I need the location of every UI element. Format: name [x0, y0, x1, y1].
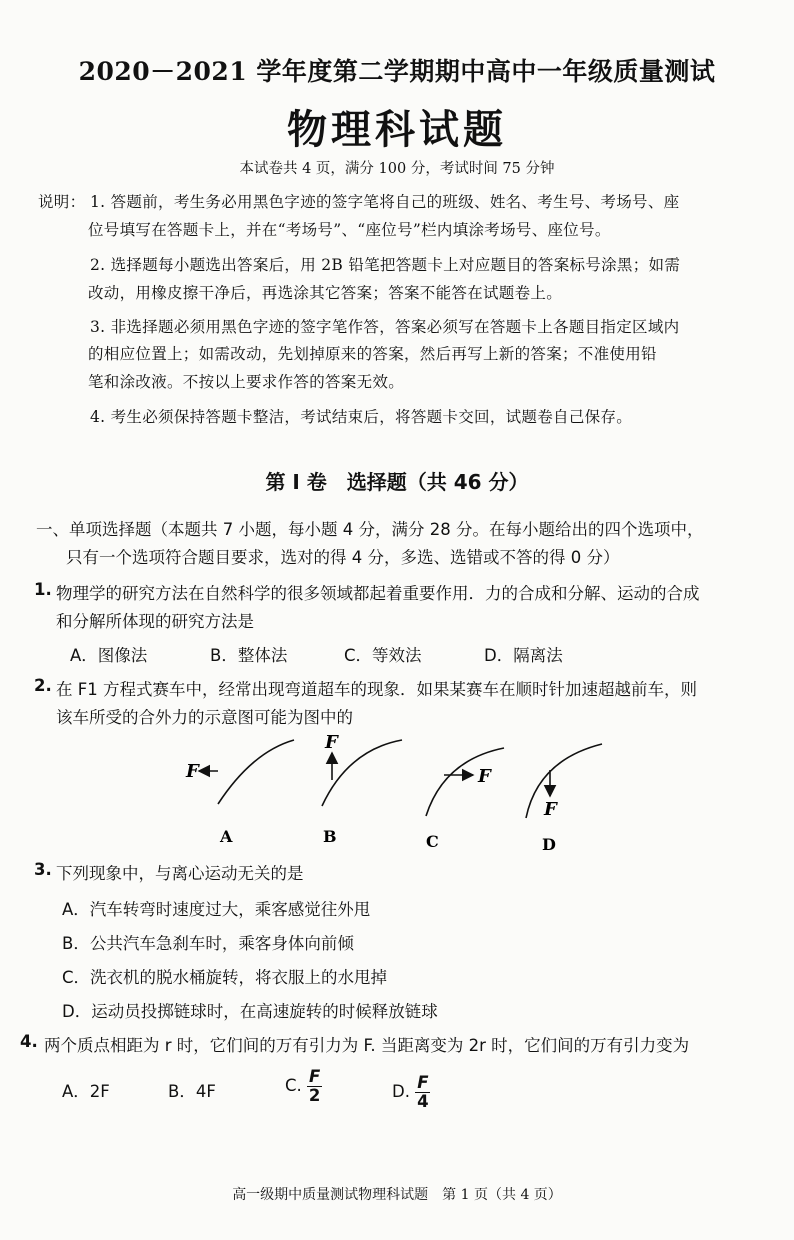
- page-footer: 高一级期中质量测试物理科试题 第 1 页（共 4 页）: [232, 1187, 562, 1203]
- curve-path: [426, 748, 504, 816]
- force-label: F: [478, 766, 491, 787]
- option-c: C．等效法: [344, 646, 422, 665]
- option-d-label: D.: [392, 1082, 410, 1101]
- instruction-line-5: 3. 非选择题必须用黑色字迹的签字笔作答，答案必须写在答题卡上各题目指定区域内: [90, 318, 680, 336]
- instructions-label: 说明：: [38, 193, 86, 211]
- question-stem: 两个质点相距为 r 时，它们间的万有引力为 F. 当距离变为 2r 时，它们间的万有引力变为: [44, 1036, 690, 1055]
- curve-path: [526, 744, 602, 818]
- part-description-line-2: 只有一个选项符合题目要求，选对的得 4 分，多选、选错或不答的得 0 分）: [66, 548, 620, 567]
- question-stem-line-1: 在 F1 方程式赛车中，经常出现弯道超车的现象．如果某赛车在顺时针加速超越前车，则: [56, 680, 697, 699]
- option-a: A．汽车转弯时速度过大，乘客感觉往外甩: [62, 900, 371, 919]
- fraction-numerator: F: [417, 1073, 429, 1092]
- option-d: D．运动员投掷链球时，在高速旋转的时候释放链球: [62, 1002, 438, 1021]
- instruction-line-8: 4. 考生必须保持答题卡整洁，考试结束后，将答题卡交回，试题卷自己保存。: [90, 408, 633, 426]
- option-c: C．洗衣机的脱水桶旋转，将衣服上的水甩掉: [62, 968, 388, 987]
- option-c-label: C.: [285, 1076, 302, 1095]
- instruction-line-3: 2. 选择题每小题选出答案后，用 2B 铅笔把答题卡上对应题目的答案标号涂黑；如需: [90, 256, 681, 274]
- question-number: 3.: [34, 860, 52, 879]
- option-b: B．4F: [168, 1082, 216, 1101]
- question-number: 2.: [34, 676, 52, 695]
- force-diagram: [170, 730, 630, 860]
- fraction-denominator: 4: [417, 1092, 429, 1111]
- option-c: [285, 1068, 322, 1105]
- fraction-numerator: F: [309, 1067, 321, 1086]
- fraction-denominator: 2: [308, 1086, 321, 1105]
- exam-subject-title: 物理科试题: [287, 106, 507, 153]
- diagram-label-a: A: [220, 827, 233, 846]
- part-description-line-1: 一、单项选择题（本题共 7 小题，每小题 4 分，满分 28 分。在每小题给出的四个选项中，: [36, 520, 704, 539]
- option-d-fraction: [415, 1074, 430, 1111]
- question-stem-line-2: 该车所受的合外力的示意图可能为图中的: [56, 708, 353, 727]
- option-a: A．图像法: [70, 646, 148, 665]
- exam-subtitle: 本试卷共 4 页，满分 100 分，考试时间 75 分钟: [239, 161, 555, 177]
- force-label: F: [544, 799, 557, 820]
- diagram-label-b: B: [323, 827, 337, 846]
- instruction-line-4: 改动，用橡皮擦干净后，再选涂其它答案；答案不能答在试题卷上。: [88, 284, 563, 302]
- option-c-fraction: [307, 1068, 322, 1105]
- diagram-label-c: C: [426, 832, 439, 851]
- diagram-option-c: [426, 748, 504, 851]
- option-d: D．隔离法: [484, 646, 563, 665]
- instruction-line-1: 1. 答题前，考生务必用黑色字迹的签字笔将自己的班级、姓名、考生号、考场号、座: [90, 193, 680, 211]
- option-b: B．整体法: [210, 646, 288, 665]
- exam-header-title: 2020－2021 学年度第二学期期中高中一年级质量测试: [78, 57, 716, 86]
- diagram-option-b: [322, 732, 402, 846]
- section-title: 第 I 卷 选择题（共 46 分）: [265, 470, 529, 494]
- option-a: A．2F: [62, 1082, 110, 1101]
- force-label: F: [325, 732, 338, 753]
- diagram-label-d: D: [542, 835, 556, 854]
- diagram-option-d: [526, 744, 602, 854]
- question-number: 4.: [20, 1032, 38, 1051]
- curve-path: [218, 740, 294, 804]
- diagram-option-a: [185, 740, 294, 846]
- question-number: 1.: [34, 580, 52, 599]
- question-stem: 下列现象中，与离心运动无关的是: [56, 864, 304, 883]
- question-stem-line-1: 物理学的研究方法在自然科学的很多领域都起着重要作用．力的合成和分解、运动的合成: [56, 584, 700, 603]
- instruction-line-2: 位号填写在答题卡上，并在“考场号”、“座位号”栏内填涂考场号、座位号。: [88, 221, 611, 239]
- option-b: B．公共汽车急刹车时，乘客身体向前倾: [62, 934, 354, 953]
- instruction-line-7: 笔和涂改液。不按以上要求作答的答案无效。: [88, 373, 405, 391]
- instruction-line-6: 的相应位置上；如需改动，先划掉原来的答案，然后再写上新的答案；不准使用铅: [88, 345, 657, 363]
- option-d: [392, 1074, 430, 1111]
- force-label: F: [186, 761, 199, 782]
- question-stem-line-2: 和分解所体现的研究方法是: [56, 612, 254, 631]
